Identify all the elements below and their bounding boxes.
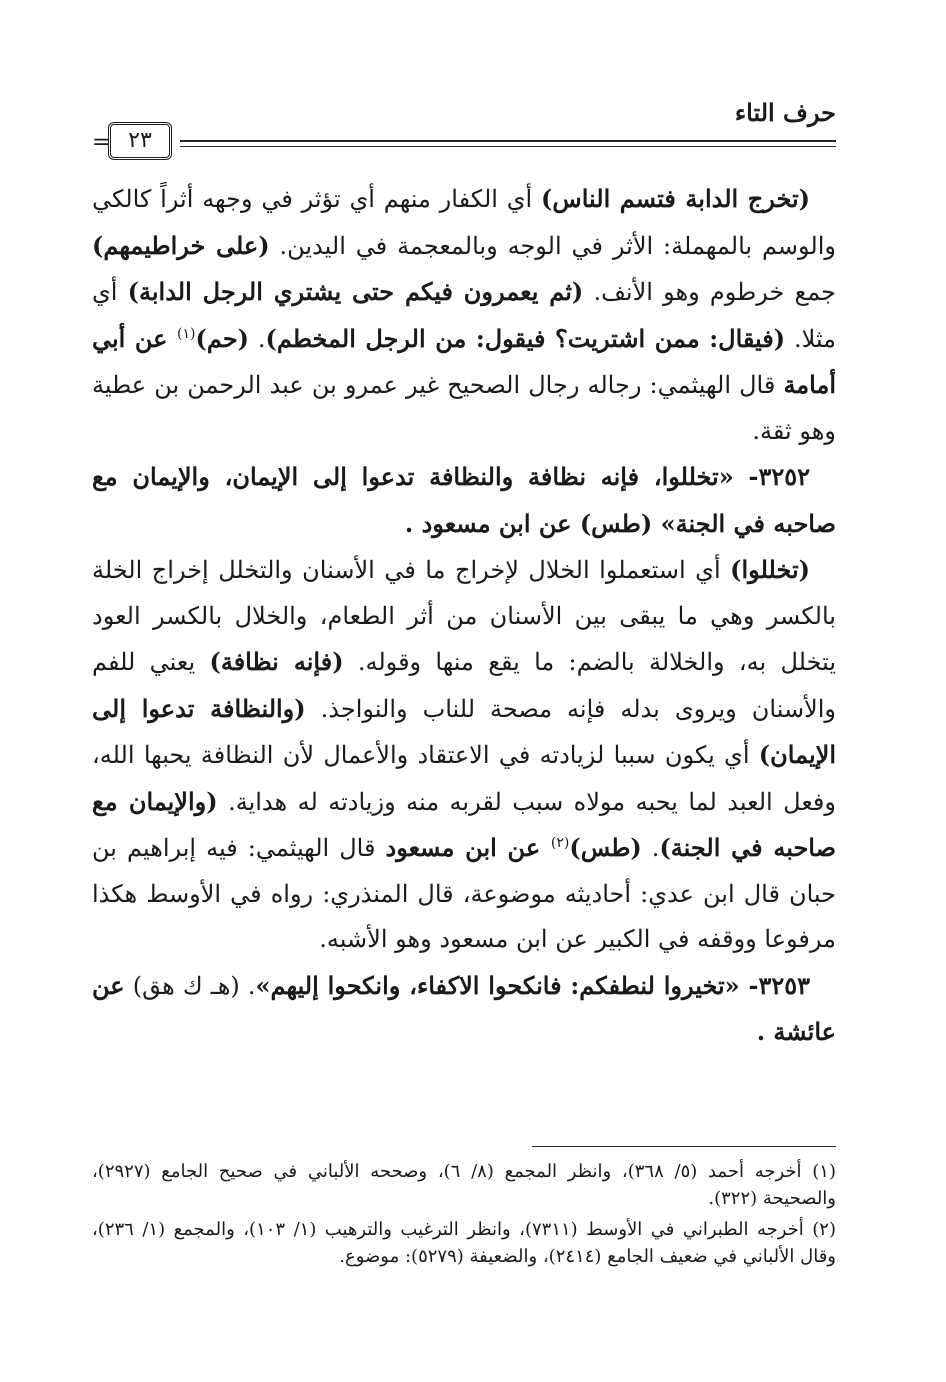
paragraph-commentary-1: (تخرج الدابة فتسم الناس) أي الكفار منهم أي تؤثر في وجهه أثراً كالكي والوسم بالمهملة: الأثر في الوجه وبالمعجمة في اليدين. (على خراطيمهم) جمع خرطوم وهو الأنف. (ثم يعمرون فيكم حتى يشتري الرجل الدابة) أي مثلا. (فيقال: ممن اشتريت؟ فيقول: من الرجل المخطم). (حم)$^{(١)}$ عن أبي أمامة قال الهيثمي: رجاله رجال الصحيح غير عمرو بن عبد الرحمن بن عطية وهو ثقة. — [92, 184, 837, 445]
main-text — [92, 176, 836, 1056]
hadith-3252: ٣٢٥٢- «تخللوا، فإنه نظافة والنظافة تدعوا إلى الإيمان، والإيمان مع صاحبه في الجنة» (طس) عن ابن مسعود . — [92, 462, 836, 538]
running-title: حرف التاء — [734, 98, 836, 127]
page-number: ٢٣ — [108, 122, 172, 160]
header-rule-thin — [180, 146, 836, 147]
footnote-1: (١) أخرجه أحمد (٥/ ٣٦٨)، وانظر المجمع (٨/ ٦)، وصححه الألباني في صحيح الجامع (٢٩٢٧)، والصحيحة (٣٢٢). — [92, 1161, 836, 1209]
footnotes — [92, 1158, 836, 1274]
hadith-3253: ٣٢٥٣- «تخيروا لنطفكم: فانكحوا الاكفاء، وانكحوا إليهم». (هـ ك هق) عن عائشة . — [92, 970, 836, 1046]
folio-ornament: = — [92, 130, 111, 155]
paragraph-commentary-2: (تخللوا) أي استعملوا الخلال لإخراج ما في الأسنان والتخلل إخراج الخلة بالكسر وهي ما يبقى بين الأسنان من أثر الطعام، والخلال بالكسر العود يتخلل به، والخلالة بالضم: ما يقع منها وقوله. (فإنه نظافة) يعني للفم والأسنان ويروى بدله فإنه مصحة للناب والنواجذ. (والنظافة تدعوا إلى الإيمان) أي يكون سببا لزيادته في الاعتقاد والأعمال لأن النظافة يحبها الله، وفعل العبد لما يحبه مولاه سبب لقربه منه وزيادته له هداية. (والإيمان مع صاحبه في الجنة). (طس)$^{(٢)}$ عن ابن مسعود قال الهيثمي: فيه إبراهيم بن حبان قال ابن عدي: أحاديثه موضوعة، قال المنذري: رواه في الأوسط هكذا مرفوعا ووقفه في الكبير عن ابن مسعود وهو الأشبه. — [92, 555, 837, 953]
header-rule — [180, 140, 836, 142]
footnote-ref: (١) — [177, 325, 196, 342]
footnote-2: (٢) أخرجه الطبراني في الأوسط (٧٣١١)، وانظر الترغيب والترهيب (١/ ١٠٣)، والمجمع (١/ ٢٣٦)، وقال الألباني في ضعيف الجامع (٢٤١٤)، والضعيفة (٥٢٧٩): موضوع. — [92, 1219, 836, 1267]
footnote-separator — [532, 1146, 836, 1147]
footnote-ref: (٢) — [550, 835, 570, 851]
